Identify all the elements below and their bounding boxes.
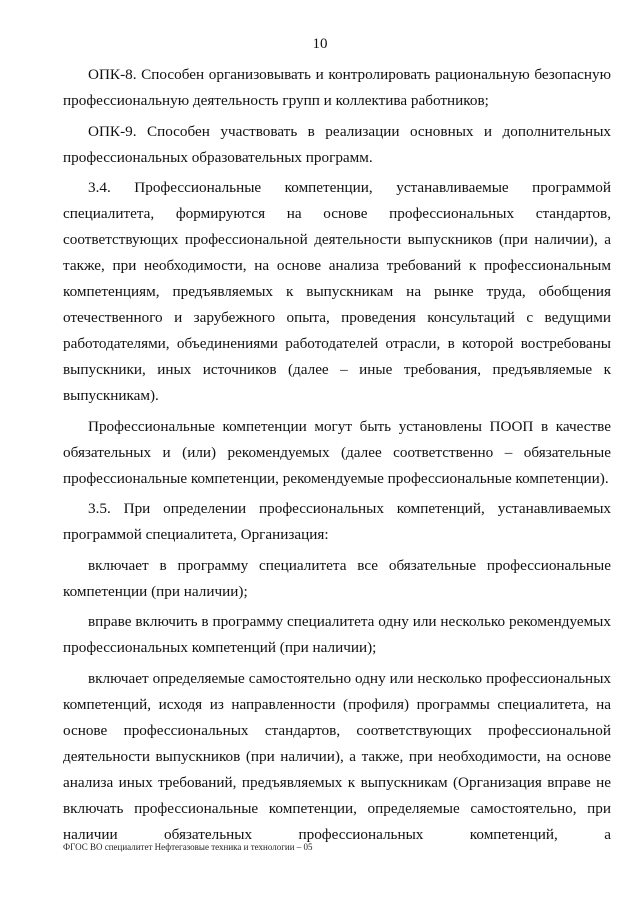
paragraph-opk-8: ОПК-8. Способен организовывать и контролировать рациональную безопасную профессиональную деятельность групп и коллектива работников; — [63, 66, 611, 109]
page-footer: ФГОС ВО специалитет Нефтегазовые техника и технологии – 05 — [63, 842, 313, 852]
paragraph-may-include-recommended: вправе включить в программу специалитета одну или несколько рекомендуемых профессиональных компетенций (при наличии); — [63, 613, 611, 656]
body-text — [63, 62, 611, 852]
page-number: 10 — [312, 36, 328, 52]
paragraph-3-4: 3.4. Профессиональные компетенции, устанавливаемые программой специалитета, формируются на основе профессиональных стандартов, соответствующих профессиональной деятельности выпускников (при наличии), а также, при необходимости, на основе анализа требований к профессиональным компетенциям, предъявляемых к выпускникам на рынке труда, обобщения отечественного и зарубежного опыта, проведения консультаций с ведущими работодателями, объединениями работодателей отрасли, в которой востребованы выпускники, иных источников (далее – иные требования, предъявляемые к выпускникам). — [63, 179, 611, 404]
paragraph-opk-9: ОПК-9. Способен участвовать в реализации основных и дополнительных профессиональных образовательных программ. — [63, 122, 611, 166]
paragraph-professional-competencies: Профессиональные компетенции могут быть установлены ПООП в качестве обязательных и (или) рекомендуемых (далее соответственно – обязательные профессиональные компетенции, рекомендуемые профессиональные компетенции). — [63, 417, 611, 487]
paragraph-includes-mandatory: включает в программу специалитета все обязательные профессиональные компетенции (при наличии); — [63, 556, 611, 600]
paragraph-3-5: 3.5. При определении профессиональных компетенций, устанавливаемых программой специалитета, Организация: — [63, 500, 611, 543]
paragraph-includes-self-defined: включает определяемые самостоятельно одну или несколько профессиональных компетенций, исходя из направленности (профиля) программы специалитета, на основе профессиональных стандартов, соответствующих профессиональной деятельности выпускников (при наличии), а также, при необходимости, на основе анализа иных требований, предъявляемых к выпускникам (Организация вправе не включать профессиональные компетенции, определяемые самостоятельно, при наличии обязательных профессиональных компетенций, а — [63, 669, 611, 843]
